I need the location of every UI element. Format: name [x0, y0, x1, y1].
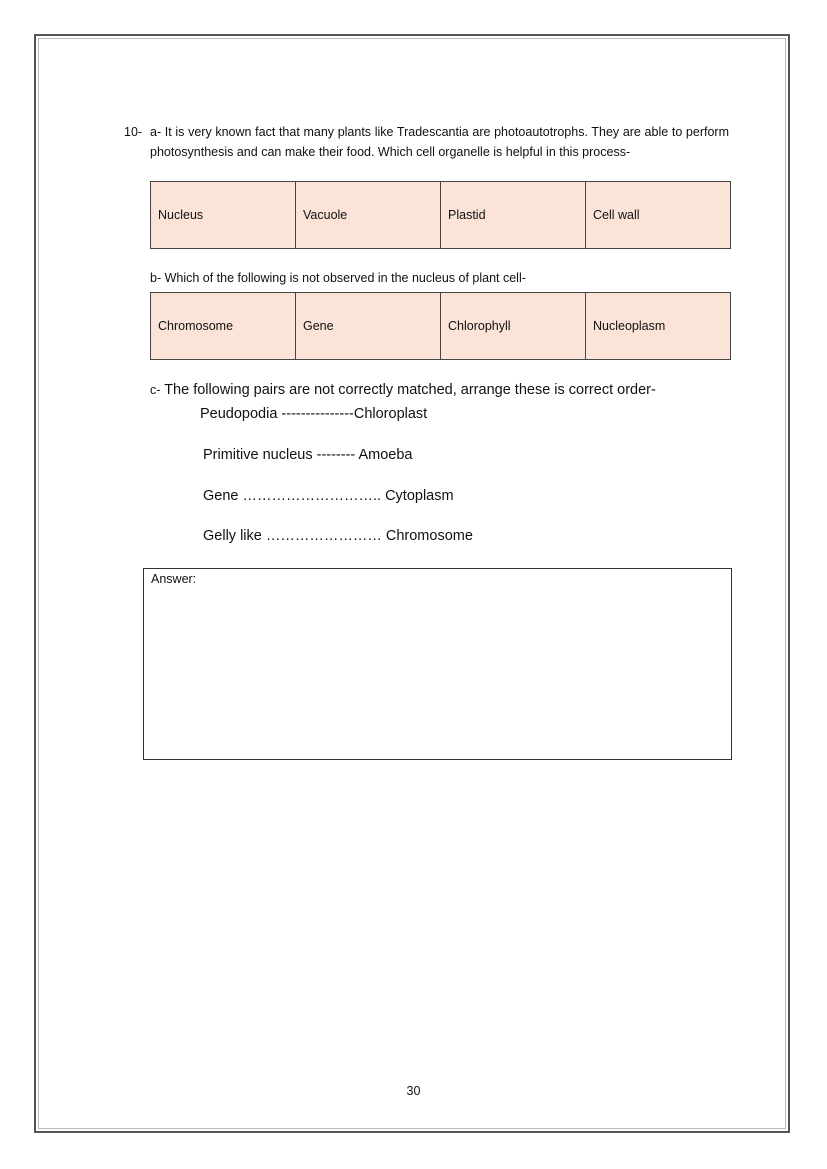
part-b-option[interactable]: Gene	[296, 293, 441, 359]
part-c-heading	[150, 382, 656, 398]
pair-item: Gene ……………………….. Cytoplasm	[203, 488, 454, 504]
part-b-option[interactable]: Chromosome	[151, 293, 296, 359]
part-b-options-table	[150, 292, 731, 360]
part-a-option[interactable]: Vacuole	[296, 182, 441, 248]
answer-label: Answer:	[151, 572, 197, 586]
part-a-option[interactable]: Plastid	[441, 182, 586, 248]
pair-item: Peudopodia ---------------Chloroplast	[200, 406, 428, 422]
part-a-option[interactable]: Nucleus	[151, 182, 296, 248]
part-a-options-table	[150, 181, 731, 249]
part-c-text: The following pairs are not correctly matched, arrange these is correct order-	[164, 382, 656, 398]
part-b-text: b- Which of the following is not observed in the nucleus of plant cell-	[150, 271, 526, 285]
question-number: 10-	[124, 125, 143, 139]
part-c-label: c-	[150, 383, 161, 397]
part-b-option[interactable]: Nucleoplasm	[593, 319, 666, 333]
answer-box[interactable]	[143, 568, 732, 760]
pair-item: Gelly like …………………… Chromosome	[203, 528, 473, 544]
part-b-option[interactable]: Chlorophyll	[441, 293, 586, 359]
question-10-part-a	[124, 122, 729, 162]
page-number: 30	[406, 1084, 421, 1098]
part-a-option[interactable]: Cell wall	[593, 208, 640, 222]
pair-item: Primitive nucleus -------- Amoeba	[203, 447, 413, 463]
part-a-text: a- It is very known fact that many plants like Tradescantia are photoautotrophs. They are able to perform photosynthesis and can make their food. Which cell organelle is helpful in this process-	[150, 125, 729, 159]
